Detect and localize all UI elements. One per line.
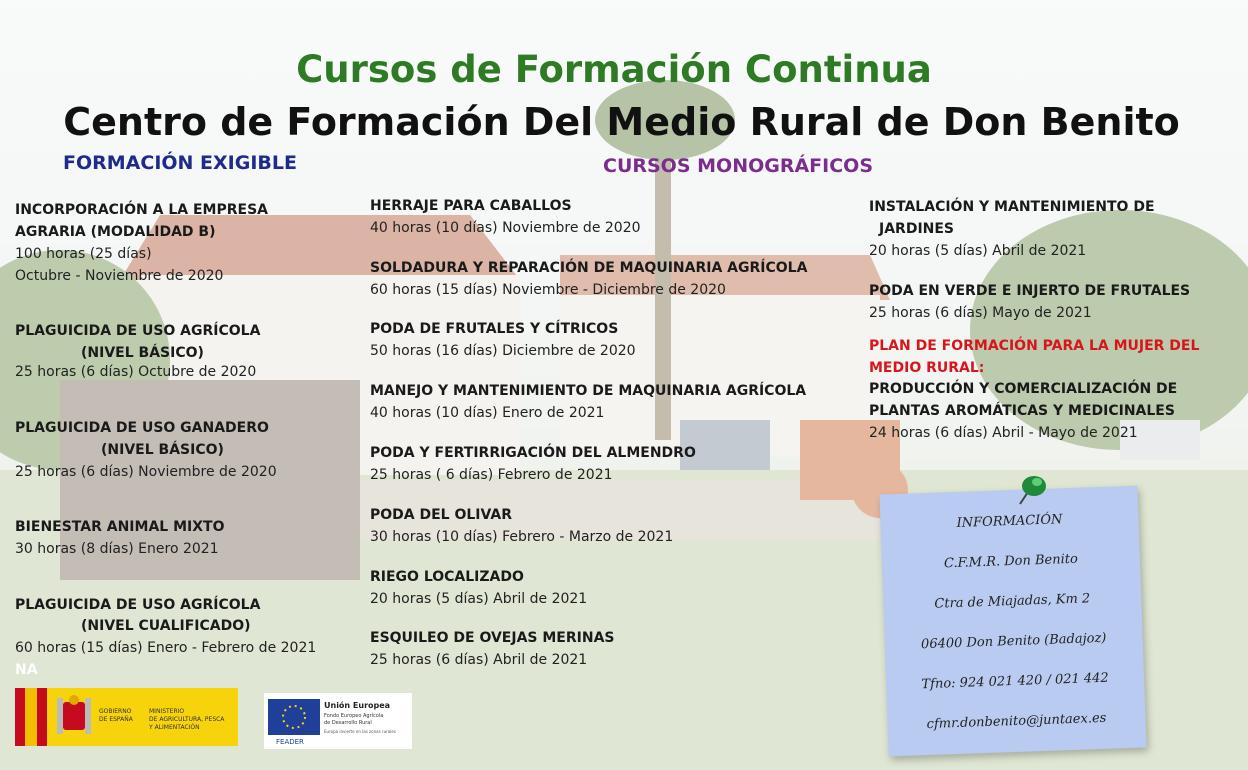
course-detail: 30 horas (8 días) Enero 2021	[15, 541, 219, 557]
course-detail: 100 horas (25 días)	[15, 246, 152, 262]
course-detail: 25 horas (6 días) Mayo de 2021	[869, 305, 1092, 321]
course-title: (NIVEL CUALIFICADO)	[81, 618, 251, 634]
fondo-text: Europa invierte en las zonas rurales	[324, 729, 396, 734]
flag-stripe	[15, 688, 25, 746]
course-detail: 50 horas (16 días) Diciembre de 2020	[370, 343, 636, 359]
gob-text: DE ESPAÑA	[99, 716, 133, 723]
fondo-text: de Desarrollo Rural	[324, 720, 372, 726]
info-city: 06400 Don Benito (Badajoz)	[920, 630, 1107, 653]
course-detail: 30 horas (10 días) Febrero - Marzo de 2021	[370, 529, 674, 545]
course-detail: 40 horas (10 días) Noviembre de 2020	[370, 220, 641, 236]
poster-title: Cursos de Formación Continua	[296, 48, 932, 91]
course-title: RIEGO LOCALIZADO	[370, 569, 524, 585]
course-title: INSTALACIÓN Y MANTENIMIENTO DE	[869, 199, 1155, 215]
gobierno-logo	[15, 688, 238, 746]
info-title: INFORMACIÓN	[956, 512, 1063, 531]
course-title: JARDINES	[879, 221, 955, 237]
coat-of-arms-icon	[53, 694, 97, 740]
gob-text: GOBIERNO	[99, 708, 132, 715]
info-name: C.F.M.R. Don Benito	[943, 551, 1079, 572]
course-detail: 20 horas (5 días) Abril de 2021	[370, 591, 588, 607]
ministry-text: DE AGRICULTURA, PESCA	[149, 716, 225, 723]
course-title: INCORPORACIÓN A LA EMPRESA	[15, 202, 268, 218]
course-title: BIENESTAR ANIMAL MIXTO	[15, 519, 225, 535]
course-title: (NIVEL BÁSICO)	[81, 345, 204, 361]
plan-heading: MEDIO RURAL:	[869, 360, 985, 376]
course-title: MANEJO Y MANTENIMIENTO DE MAQUINARIA AGRÍCOLA	[370, 383, 807, 399]
course-detail: 60 horas (15 días) Noviembre - Diciembre de 2020	[370, 282, 726, 298]
course-title: PODA DE FRUTALES Y CÍTRICOS	[370, 321, 619, 337]
course-detail: 25 horas (6 días) Noviembre de 2020	[15, 464, 277, 480]
course-title: PRODUCCIÓN Y COMERCIALIZACIÓN DE	[869, 381, 1178, 397]
course-title: PODA EN VERDE E INJERTO DE FRUTALES	[869, 283, 1191, 299]
course-detail: 25 horas ( 6 días) Febrero de 2021	[370, 467, 613, 483]
ministry-text: MINISTERIO	[149, 708, 185, 715]
course-detail: 60 horas (15 días) Enero - Febrero de 2021	[15, 640, 317, 656]
section-cursos-monograficos: CURSOS MONOGRÁFICOS	[603, 155, 874, 177]
info-address: Ctra de Miajadas, Km 2	[934, 591, 1091, 612]
course-title: PODA Y FERTIRRIGACIÓN DEL ALMENDRO	[370, 445, 696, 461]
course-title: PODA DEL OLIVAR	[370, 507, 513, 523]
feader-text: FEADER	[276, 738, 304, 746]
course-detail: 25 horas (6 días) Octubre de 2020	[15, 364, 257, 380]
info-note	[880, 486, 1147, 757]
info-phone: Tfno: 924 021 420 / 021 442	[921, 670, 1109, 693]
course-detail: 25 horas (6 días) Abril de 2021	[370, 652, 588, 668]
course-detail: 40 horas (10 días) Enero de 2021	[370, 405, 605, 421]
course-detail: 24 horas (6 días) Abril - Mayo de 2021	[869, 425, 1138, 441]
course-title: (NIVEL BÁSICO)	[101, 442, 224, 458]
course-title: PLANTAS AROMÁTICAS Y MEDICINALES	[869, 403, 1175, 419]
course-title: ESQUILEO DE OVEJAS MERINAS	[370, 630, 615, 646]
ministry-text: Y ALIMENTACIÓN	[149, 724, 200, 731]
eu-logo	[264, 693, 412, 749]
flag-stripe	[37, 688, 47, 746]
course-detail: 20 horas (5 días) Abril de 2021	[869, 243, 1087, 259]
eu-flag-icon	[268, 699, 320, 735]
pushpin-icon	[1008, 470, 1048, 510]
course-title: PLAGUICIDA DE USO AGRÍCOLA	[15, 323, 261, 339]
info-email: cfmr.donbenito@juntaex.es	[926, 710, 1107, 733]
course-title: SOLDADURA Y REPARACIÓN DE MAQUINARIA AGRÍCOLA	[370, 260, 808, 276]
poster-subtitle: Centro de Formación Del Medio Rural de Don Benito	[63, 100, 1180, 144]
course-title: PLAGUICIDA DE USO GANADERO	[15, 420, 269, 436]
extra-text: NA	[15, 662, 38, 678]
plan-heading: PLAN DE FORMACIÓN PARA LA MUJER DEL	[869, 338, 1200, 354]
course-title: HERRAJE PARA CABALLOS	[370, 198, 572, 214]
course-detail: Octubre - Noviembre de 2020	[15, 268, 224, 284]
section-formacion-exigible: FORMACIÓN EXIGIBLE	[63, 152, 297, 174]
course-title: AGRARIA (MODALIDAD B)	[15, 224, 216, 240]
eu-text: Unión Europea	[324, 701, 391, 710]
fondo-text: Fondo Europeo Agrícola	[324, 713, 384, 719]
course-title: PLAGUICIDA DE USO AGRÍCOLA	[15, 597, 261, 613]
flag-stripe	[25, 688, 37, 746]
